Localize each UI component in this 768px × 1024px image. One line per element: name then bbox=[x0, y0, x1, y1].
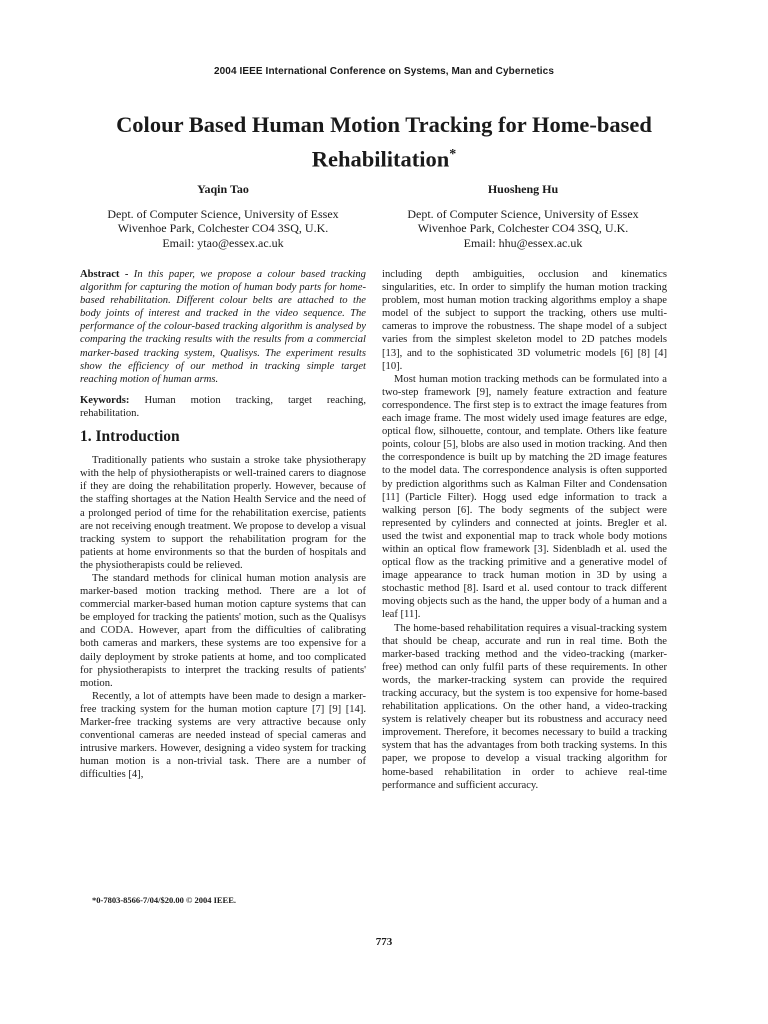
author-block-2 bbox=[373, 182, 673, 250]
author-address: Wivenhoe Park, Colchester CO4 3SQ, U.K. bbox=[117, 221, 329, 235]
paper-title bbox=[60, 110, 708, 175]
body-paragraph: The home-based rehabilitation requires a visual-tracking system that should be cheap, accurate and run in real time. Both the marker-based tracking method and the video-tracking (marker-free) method can only fulfil parts of these requirements. In other words, the marker-tracking system can provide the required tracking accuracy, but the system is too expensive for home-based rehabilitation applications. On the other hand, a video-tracking system is relatively cheaper but its robustness and accuracy need improvement. Therefore, it becomes necessary to build a tracking system that has the advantages from both tracking systems. In this paper, we propose to develop a visual tracking algorithm for home-based rehabilitation in order to achieve real-time performance and sufficient accuracy. bbox=[382, 622, 667, 791]
page-number: 773 bbox=[375, 936, 393, 948]
body-paragraph: The standard methods for clinical human motion analysis are marker-based motion tracking method. There are a lot of commercial marker-based human motion capture systems that can be employed for tracking the patients' motion, such as the Qualisys and CODA. However, apart from the difficulties of calibrating both cameras and markers, these systems are too expensive for a daily deployment by stroke patients at home, and too complicated for physiotherapists to interpret the tracking results of patients' motion. bbox=[80, 572, 366, 689]
author-email: Email: ytao@essex.ac.uk bbox=[162, 235, 284, 250]
abstract-label: Abstract - bbox=[80, 269, 129, 280]
author-name: Huosheng Hu bbox=[487, 182, 559, 196]
body-paragraph: including depth ambiguities, occlusion and kinematics singularities, etc. In order to simplify the human motion tracking problem, most human motion tracking algorithms employ a shape model of the subject to support the tracking, others use multi-cameras to improve the robustness. The shape model of a subject varies from the simplest skeleton model to 2D patches models [13], and to the sophisticated 3D volumetric models [6] [8] [4] [10]. bbox=[382, 269, 667, 372]
body-paragraph: Most human motion tracking methods can be formulated into a two-step framework [9], namely feature extraction and feature correspondence. The first step is to extract the image features from each image frame. The most widely used image features are edge, optical flow, silhouette, contour, and template. Others like feature points, colour [5], blobs are also used in motion tracking. And then the correspondence is built up by matching the 2D image features to the model data. The correspondence analysis is often supported by prediction algorithms such as Kalman Filter and Condensation [11] (Particle Filter). Hogg used edge information to track a walking person [6]. The body segments of the subject were represented by cylinders and connected at joints. Bregler et al. used the twist and exponential map to track whole body motions within an optical flow framework [3]. Sidenbladh et al. used the optical flow as the tracking primitive and a generative model of image appearance to track human motion in 3D by using a stochastic method [8]. Isard et al. used contour to track different moving objects such as the hand, the upper body of a human and a leaf [11]. bbox=[382, 373, 667, 621]
body-paragraph: Traditionally patients who sustain a stroke take physiotherapy with the help of physiotherapists or well-trained carers to diagnose if they are doing the rehabilitation properly. However, because of the staffing shortages at the Nation Health Service and the need of a prolonged period of time for the rehabilitation exercise, patients are not receiving enough treatment. We propose to develop a visual tracking system to support the rehabilitation program for the patients at home environments so that the burden of hospitals and the physiotherapists could be relieved. bbox=[80, 455, 366, 571]
author-address: Wivenhoe Park, Colchester CO4 3SQ, U.K. bbox=[417, 221, 629, 235]
keywords-label: Keywords: bbox=[80, 394, 130, 406]
left-column bbox=[80, 268, 366, 781]
title-footnote-mark: * bbox=[449, 147, 457, 162]
abstract bbox=[80, 268, 366, 386]
keywords-text: Human motion tracking, target reaching, rehabilitation. bbox=[80, 394, 366, 419]
keywords bbox=[80, 394, 366, 420]
section-heading-introduction: 1. Introduction bbox=[80, 428, 180, 446]
conference-header: 2004 IEEE International Conference on Systems, Man and Cybernetics bbox=[213, 66, 555, 77]
author-email: Email: hhu@essex.ac.uk bbox=[463, 235, 583, 250]
author-affiliation: Dept. of Computer Science, University of Essex bbox=[407, 206, 639, 221]
title-line-2: Rehabilitation bbox=[311, 146, 450, 172]
copyright-footnote: *0-7803-8566-7/04/$20.00 © 2004 IEEE. bbox=[92, 895, 237, 905]
body-paragraph: Recently, a lot of attempts have been made to design a marker-free tracking system for the human motion capture [7] [9] [14]. Marker-free tracking systems are very attractive because only conventional cameras are needed instead of special cameras and intrusive markers. However, designing a video system for tracking human motion is a non-trivial task. There are a number of difficulties [4], bbox=[80, 690, 366, 781]
author-name: Yaqin Tao bbox=[197, 182, 249, 196]
abstract-text: In this paper, we propose a colour based tracking algorithm for capturing the motion of human body parts for home-based rehabilitation. Different colour belts are attached to the body joints of interest and tracked in the video sequence. The performance of the colour-based tracking algorithm is analysed by comparing the tracking results with the results from a commercial marker-based tracking system, Qualisys. The experiment results show the efficiency of our method in tracking simple target reaching motion of human arms. bbox=[80, 269, 366, 385]
author-affiliation: Dept. of Computer Science, University of Essex bbox=[107, 206, 339, 221]
author-block-1 bbox=[73, 182, 373, 250]
right-column bbox=[382, 268, 667, 792]
title-line-1: Colour Based Human Motion Tracking for Home-based bbox=[116, 112, 652, 137]
